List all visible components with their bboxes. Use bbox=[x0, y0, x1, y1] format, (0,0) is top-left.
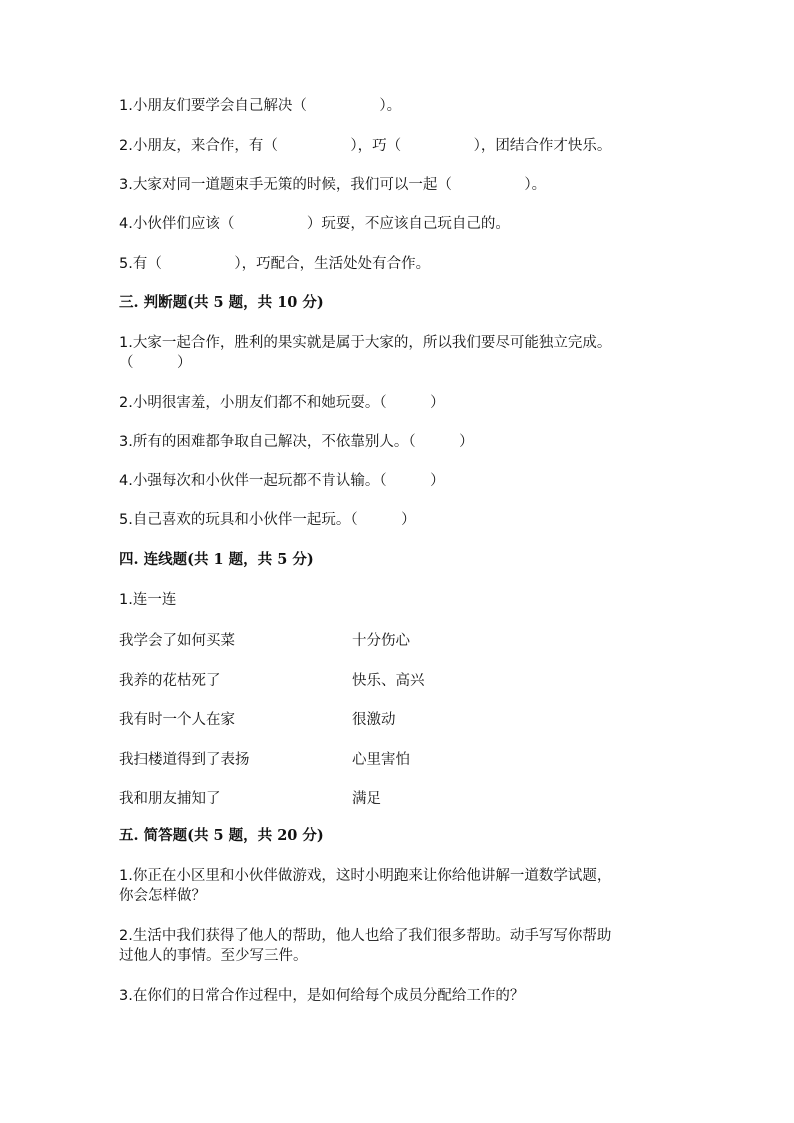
judge-question-1: 1.大家一起合作，胜利的果实就是属于大家的，所以我们要尽可能独立完成。 bbox=[119, 335, 612, 351]
short-question-1-line-1: 1.你正在小区里和小伙伴做游戏，这时小明跑来让你给他讲解一道数学试题， bbox=[119, 868, 612, 884]
fill-question-4: 4.小伙伴们应该（ ）玩耍，不应该自己玩自己的。 bbox=[119, 216, 510, 232]
judge-question-5: 5.自己喜欢的玩具和小伙伴一起玩。（ ） bbox=[119, 512, 416, 528]
judge-question-1-bracket: （ ） bbox=[119, 355, 192, 371]
match-left-5: 我和朋友捕知了 bbox=[119, 791, 221, 807]
fill-question-1: 1.小朋友们要学会自己解决（ ）。 bbox=[119, 98, 402, 114]
match-right-5: 满足 bbox=[352, 791, 381, 807]
match-right-1: 十分伤心 bbox=[352, 633, 410, 649]
match-left-4: 我扫楼道得到了表扬 bbox=[119, 752, 250, 768]
match-left-3: 我有时一个人在家 bbox=[119, 712, 235, 728]
judge-question-4: 4.小强每次和小伙伴一起玩都不肯认输。（ ） bbox=[119, 473, 445, 489]
short-question-3: 3.在你们的日常合作过程中，是如何给每个成员分配给工作的？ bbox=[119, 988, 525, 1004]
match-right-4: 心里害怕 bbox=[352, 752, 410, 768]
match-right-3: 很激动 bbox=[352, 712, 396, 728]
match-right-2: 快乐、高兴 bbox=[352, 673, 425, 689]
section-heading-match: 四. 连线题(共 1 题，共 5 分) bbox=[119, 551, 314, 568]
judge-question-3: 3.所有的困难都争取自己解决，不依靠别人。（ ） bbox=[119, 434, 474, 450]
short-question-2-line-1: 2.生活中我们获得了他人的帮助，他人也给了我们很多帮助。动手写写你帮助 bbox=[119, 928, 612, 944]
match-left-1: 我学会了如何买菜 bbox=[119, 633, 235, 649]
short-question-1-line-2: 你会怎样做？ bbox=[119, 888, 206, 904]
match-intro: 1.连一连 bbox=[119, 592, 177, 608]
fill-question-3: 3.大家对同一道题束手无策的时候，我们可以一起（ ）。 bbox=[119, 177, 547, 193]
section-heading-judge: 三. 判断题(共 5 题，共 10 分) bbox=[119, 294, 324, 311]
section-heading-short: 五. 简答题(共 5 题，共 20 分) bbox=[119, 827, 324, 844]
match-left-2: 我养的花枯死了 bbox=[119, 673, 221, 689]
fill-question-2: 2.小朋友，来合作，有（ ），巧（ ），团结合作才快乐。 bbox=[119, 138, 612, 154]
judge-question-2: 2.小明很害羞，小朋友们都不和她玩耍。（ ） bbox=[119, 395, 445, 411]
fill-question-5: 5.有（ ），巧配合，生活处处有合作。 bbox=[119, 256, 431, 272]
short-question-2-line-2: 过他人的事情。至少写三件。 bbox=[119, 948, 308, 964]
